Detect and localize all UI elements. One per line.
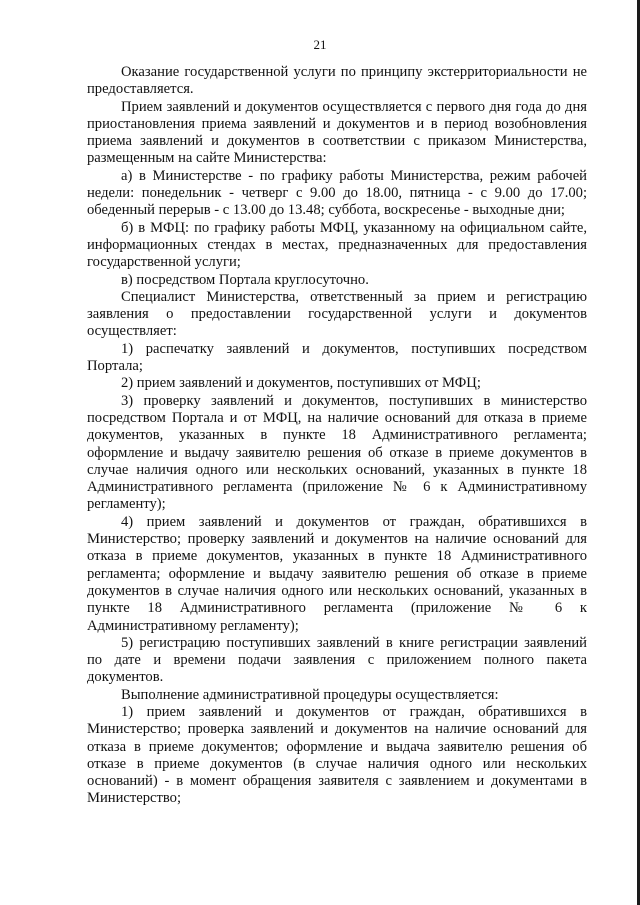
paragraph-specialist-duties: Специалист Министерства, ответственный за прием и регистрацию заявления о предоставлении государственной услуги и документов осуществляет: [87, 288, 587, 340]
paragraph-duty-5: 5) регистрацию поступивших заявлений в книге регистрации заявлений по дате и времени подачи заявления с приложением полного пакета документов. [87, 634, 587, 686]
paragraph-item-a-ministry-hours: а) в Министерстве - по графику работы Министерства, режим рабочей недели: понедельник - четверг с 9.00 до 18.00, пятница - с 9.00 до 17.00; обеденный перерыв - с 13.00 до 13.48; суббота, воскресенье - выходные дни; [87, 167, 587, 219]
paragraph-item-b-mfc-hours: б) в МФЦ: по графику работы МФЦ, указанному на официальном сайте, информационных стендах в местах, предназначенных для предоставления государственной услуги; [87, 219, 587, 271]
paragraph-duty-2: 2) прием заявлений и документов, поступивших от МФЦ; [121, 375, 481, 392]
paragraph-duty-3: 3) проверку заявлений и документов, поступивших в министерство посредством Портала и от МФЦ, на наличие оснований для отказа в приеме документов, указанных в пункте 18 Административного регламента; оформление и выдачу заявителю решения об отказе в приеме документов в случае наличия одного или нескольких оснований, указанных в пункте 18 Административного регламента (приложение № 6 к Административному регламенту); [87, 392, 587, 513]
paragraph-duty-1: 1) распечатку заявлений и документов, поступивших посредством Портала; [87, 340, 587, 375]
paragraph-item-v-portal: в) посредством Портала круглосуточно. [121, 271, 369, 288]
paragraph-extraterritoriality: Оказание государственной услуги по принципу экстерриториальности не предоставляется. [87, 64, 587, 98]
paragraph-reception-schedule: Прием заявлений и документов осуществляется с первого дня года до дня приостановления приема заявлений и документов и в период возобновления приема заявлений и документов в соответствии с приказом Министерства, размещенным на сайте Министерства: [87, 98, 587, 167]
page-number: 21 [313, 37, 327, 52]
paragraph-procedure-intro: Выполнение административной процедуры осуществляется: [121, 686, 499, 703]
paragraph-procedure-1: 1) прием заявлений и документов от граждан, обратившихся в Министерство; проверка заявлений и документов на наличие оснований для отказа в приеме документов; оформление и выдача заявителю решения об отказе в приеме документов (в случае наличия одного или нескольких оснований) - в момент обращения заявителя с заявлением и документами в Министерство; [87, 703, 587, 807]
document-body [87, 64, 587, 808]
paragraph-duty-4: 4) прием заявлений и документов от граждан, обратившихся в Министерство; проверку заявлений и документов на наличие оснований для отказа в приеме документов, указанных в пункте 18 Административного регламента; оформление и выдачу заявителю решения об отказе в приеме документов в случае наличия одного или нескольких оснований, указанных в пункте 18 Административного регламента (приложение № 6 к Административному регламенту); [87, 513, 587, 634]
